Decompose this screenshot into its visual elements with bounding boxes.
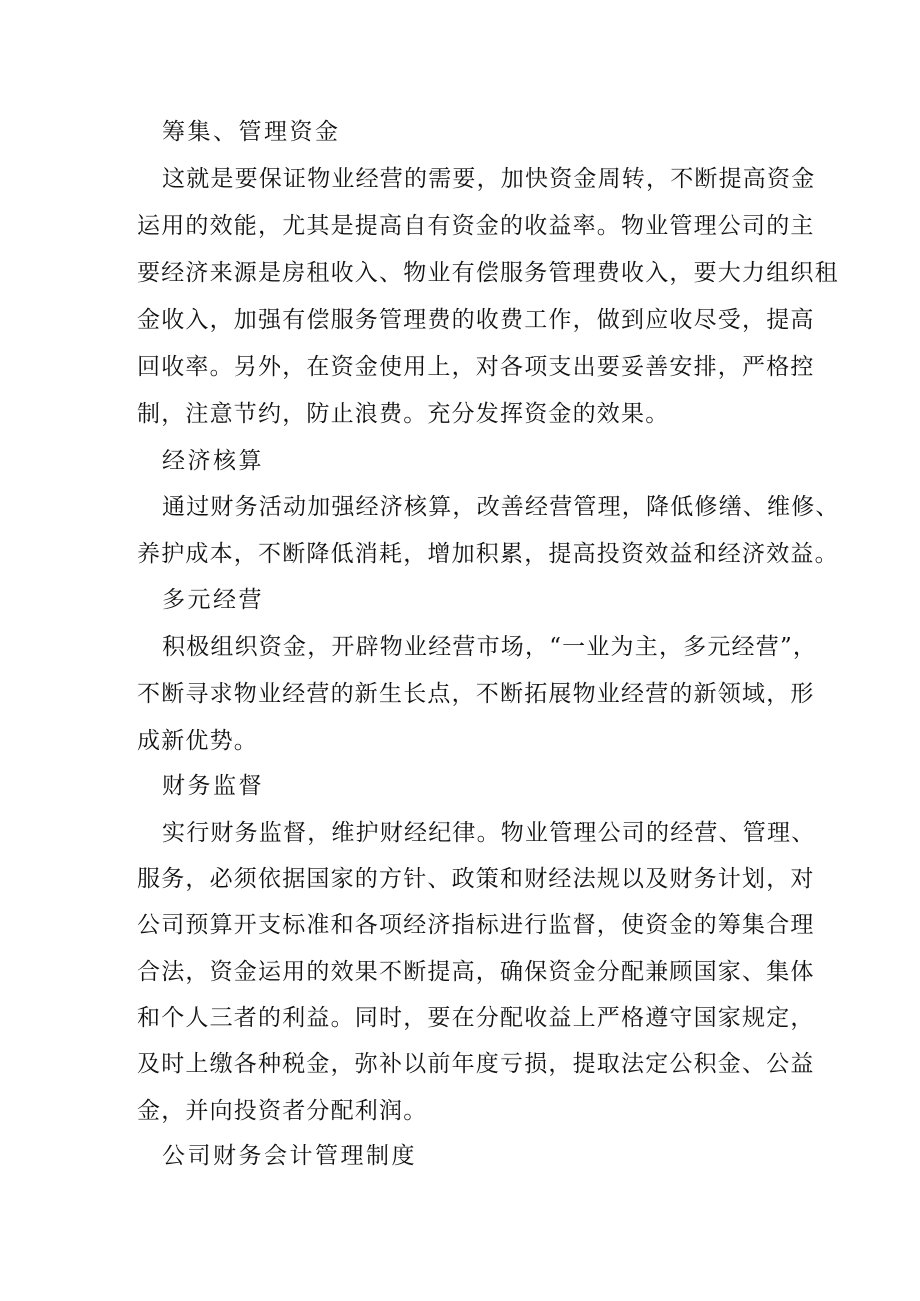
- paragraph-line: 这就是要保证物业经营的需要，加快资金周转，不断提高资金: [162, 166, 816, 192]
- section-heading-supervision: 财务监督: [162, 773, 264, 799]
- paragraph-line: 通过财务活动加强经济核算，改善经营管理，降低修缮、维修、: [162, 494, 840, 520]
- section-heading-accounting: 经济核算: [162, 448, 264, 474]
- paragraph-line: 养护成本，不断降低消耗，增加积累，提高投资效益和经济效益。: [137, 541, 839, 567]
- section-heading-accounting-system: 公司财务会计管理制度: [162, 1143, 417, 1169]
- section-heading-fundraising: 筹集、管理资金: [162, 119, 341, 145]
- paragraph-line: 合法，资金运用的效果不断提高，确保资金分配兼顾国家、集体: [137, 959, 815, 985]
- paragraph-line: 制，注意节约，防止浪费。充分发挥资金的效果。: [137, 401, 670, 427]
- paragraph-line: 成新优势。: [137, 728, 258, 754]
- paragraph-line: 实行财务监督，维护财经纪律。物业管理公司的经营、管理、: [162, 820, 816, 846]
- section-heading-diversified: 多元经营: [162, 587, 264, 613]
- paragraph-line: 金，并向投资者分配利润。: [137, 1098, 428, 1124]
- paragraph-line: 和个人三者的利益。同时，要在分配收益上严格遵守国家规定，: [137, 1005, 815, 1031]
- paragraph-line: 积极组织资金，开辟物业经营市场，“一业为主，多元经营”，: [162, 634, 818, 660]
- paragraph-line: 公司预算开支标准和各项经济指标进行监督，使资金的筹集合理: [137, 912, 815, 938]
- paragraph-line: 及时上缴各种税金，弥补以前年度亏损，提取法定公积金、公益: [137, 1051, 815, 1077]
- paragraph-line: 要经济来源是房租收入、物业有偿服务管理费收入，要大力组织租: [137, 260, 839, 286]
- paragraph-line: 不断寻求物业经营的新生长点，不断拓展物业经营的新领域，形: [137, 681, 815, 707]
- paragraph-line: 服务，必须依据国家的方针、政策和财经法规以及财务计划，对: [137, 866, 815, 892]
- paragraph-line: 回收率。另外，在资金使用上，对各项支出要妥善安排，严格控: [137, 354, 815, 380]
- paragraph-line: 运用的效能，尤其是提高自有资金的收益率。物业管理公司的主: [137, 213, 815, 239]
- paragraph-line: 金收入，加强有偿服务管理费的收费工作，做到应收尽受，提高: [137, 307, 815, 333]
